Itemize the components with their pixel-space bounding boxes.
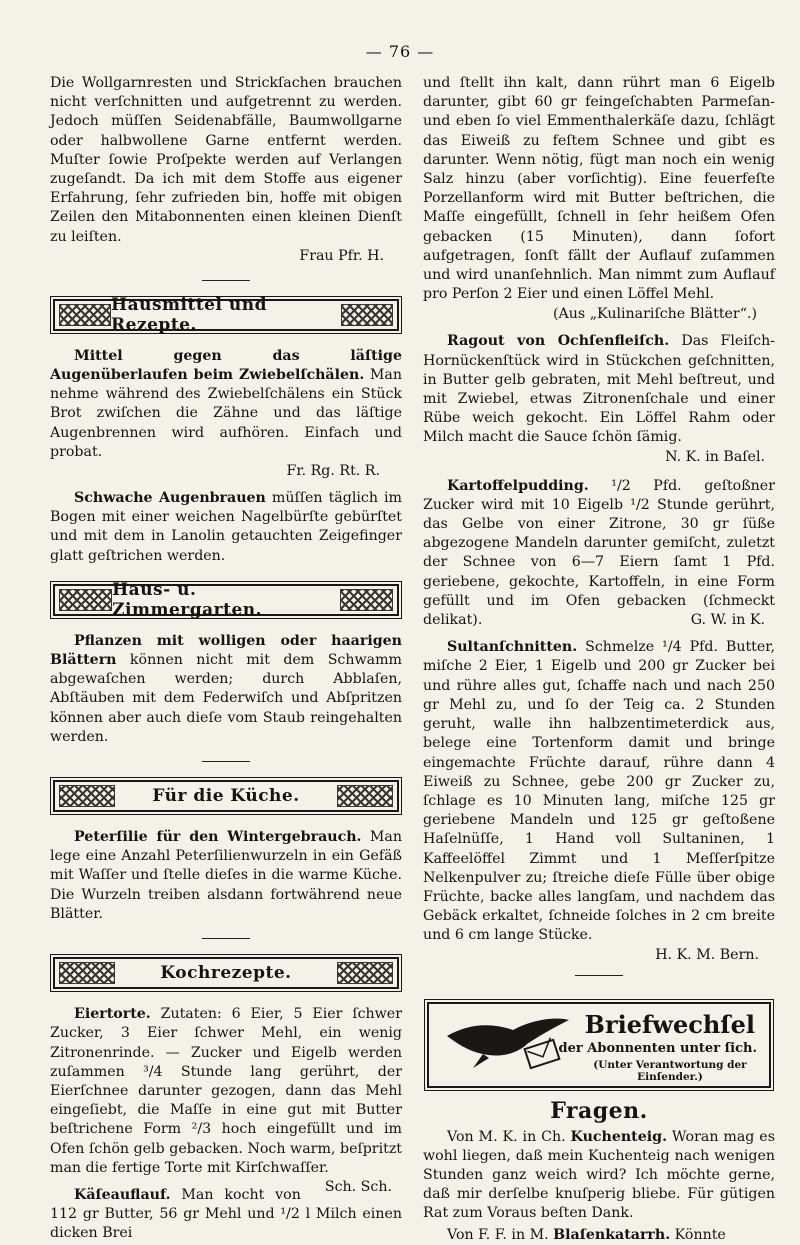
section-title: Für die Küche. — [152, 786, 300, 807]
article-title: Sultanſchnitten. — [447, 639, 578, 656]
section-heading-zimmergarten — [53, 579, 399, 620]
question-author: Von F. F. in M. — [447, 1226, 554, 1243]
section-heading-kueche — [53, 780, 399, 812]
article-ragout — [423, 332, 775, 447]
article-text: Man kocht von 112 gr Butter, 56 gr Mehl und ¹/2 l Milch einen dicken Brei — [50, 1186, 402, 1242]
section-title: Hausmittel und Rezepte. — [111, 294, 267, 335]
signature: Sch. Sch. — [324, 1178, 392, 1195]
article-text: Man lege eine Anzahl Peterſilienwurzeln in ein Gefäß mit Waſſer und ſtelle dieſes in die warme Küche. Die Wurzeln treiben alsdann fortwährend neue Blätter. — [50, 829, 402, 922]
article-text: Schmelze ¹/4 Pfd. Butter, miſche 2 Eier, 1 Eigelb und 200 gr Zucker bei und rühre alles gut, ſchaffe nach und nach 250 gr Mehl zu, und ſo der Teig ca. 2 Stunden geruht, walle ihn halbzentimeterdick aus, belege eine Tortenform damit und bringe eingemachte Früchte darauf, rühre dann 4 Eiweiß zu Schnee, gebe 200 gr Zucker zu, ſchlage es 10 Minuten lang, miſche 125 gr geriebene Mandeln und 125 gr geſtoßene Haſelnüſſe, 1 Hand voll Sultaninen, 1 Kaffeelöffel Zimmt und 1 Meſſerſpitze Nelkenpulver zu; ſtreiche dieſe Fülle über obige Früchte, backe alles langſam, und nachdem das Gebäck erkaltet, ſchneide ſolches in 2 cm breite und 6 cm lange Stücke. — [423, 639, 775, 944]
question-text: Könnte — [670, 1226, 726, 1243]
ornament-icon — [59, 304, 111, 326]
section-title: Kochrezepte. — [160, 963, 292, 984]
article-title: Pflanzen mit wolligen oder haarigen Blättern — [50, 632, 402, 669]
question-kuchenteig — [423, 1128, 775, 1224]
article-title: Kartoffelpudding. — [447, 477, 589, 494]
article-pflanzen — [50, 632, 402, 747]
article-title: Käſeauflauf. — [74, 1186, 171, 1203]
ornament-icon — [340, 589, 393, 611]
article-kaeſeauflauf-continued: und ſtellt ihn kalt, dann rührt man 6 Eigelb darunter, gibt 60 gr feingeſchabten Parmeſan- und eben ſo viel Emmenthalerkäſe dazu, ſchlägt das Eiweiß zu feſtem Schnee und gibt es darunter. Wenn nötig, fügt man noch ein wenig Salz hinzu (aber vorſichtig). Eine feuerfeſte Porzellanform wird mit Butter beſtrichen, die Maſſe eingefüllt, ſchnell in ſehr heißem Ofen gebacken (15 Minuten), dann ſofort aufgetragen, ſonſt fällt der Auflauf zuſammen und wird unanſehnlich. Man nimmt zum Auflauf pro Perſon 2 Eier und einen Löffel Mehl. — [423, 75, 775, 303]
banner-note: (Unter Verantwortung der Einſender.) — [593, 1058, 747, 1083]
section-title: Haus- u. Zimmergarten. — [112, 579, 263, 620]
divider — [575, 975, 623, 976]
article-text: Das Fleiſch-Hornückenſtück wird in Stückchen geſchnitten, in Butter gelb gebraten, mit Mehl beſtreut, und mit Zwiebel, etwas Zitronenſchale und einer Rübe weich gekocht. Ein Löffel Rahm oder Milch macht die Sauce ſchön ſämig. — [423, 333, 775, 446]
divider — [202, 280, 250, 281]
ornament-icon — [337, 962, 393, 984]
question-author: Von M. K. in Ch. — [447, 1128, 571, 1145]
bird-with-letter-icon — [443, 1014, 573, 1076]
article-sultanſchnitten — [423, 638, 775, 945]
signature: G. W. in K. — [690, 612, 765, 629]
ornament-icon — [59, 785, 115, 807]
ornament-icon — [341, 304, 393, 326]
page-number: — 76 — — [365, 42, 435, 61]
question-text: Woran mag es wohl liegen, daß mein Kuchenteig nach wenigen Stunden ganz weich wird? Ich möchte gerne, daß mir derſelbe knuſperig bliebe. Für gütigen Rat zum Voraus beſten Dank. — [423, 1128, 775, 1222]
section-heading-kochrezepte — [53, 957, 399, 989]
briefwechsel-banner — [427, 1002, 771, 1088]
article-text: können nicht mit dem Schwamm abgewaſchen werden; durch Abblaſen, Abſtäuben mit dem Federwiſch und Abſpritzen können aber auch dieſe vom Staub reingehalten werden. — [50, 652, 402, 745]
signature: Fr. Rg. Rt. R. — [286, 463, 380, 480]
signature: H. K. M. Bern. — [655, 946, 759, 963]
article-text: ¹/2 Pfd. geſtoßner Zucker wird mit 10 Eigelb ¹/2 Stunde gerührt, das Gelbe von einer Zitrone, 30 gr ſüße abgezogene Mandeln darunter gemiſcht, zuletzt der Schnee von 6—7 Eiern ſamt 1 Pfd. geriebene, gekochte, Kartoffeln, in eine Form gefüllt und im Ofen gebacken (ſchmeckt delikat). — [423, 477, 775, 629]
signature: Frau Pfr. H. — [299, 247, 384, 264]
divider — [202, 761, 250, 762]
question-title: Kuchenteig. — [570, 1128, 668, 1145]
question-title: Blaſenkatarrh. — [553, 1226, 671, 1243]
article-text: Man nehme während des Zwiebelſchälens ein Stück Brot zwiſchen die Zähne und das läſtige Augenbrennen wird aufhören. Einfach und probat. — [50, 367, 402, 460]
source-note: (Aus „Kulinariſche Blätter“.) — [552, 306, 757, 323]
section-heading-hausmittel — [53, 294, 399, 335]
article-text: Zutaten: 6 Eier, 5 Eier ſchwer Zucker, 3 Eier ſchwer Mehl, ein wenig Zitronenrinde. — Zucker und Eigelb werden zuſammen ³/4 Stunde lang gerührt, der Eierſchnee darunter gezogen, dann das Mehl eingeſiebt, die Maſſe in eine gut mit Butter beſtrichene Form ²/3 hoch eingefüllt und im Ofen ſchön gelb gebacken. Noch warm, beſpritzt man die fertige Torte mit Kirſchwaſſer. — [50, 1006, 402, 1176]
question-blasenkatarrh — [423, 1226, 775, 1245]
article-text: müſſen täglich im Bogen mit einer weichen Nagelbürſte gebürſtet und mit dem in Lanolin getauchten Zeigefinger glatt geſtrichen werden. — [50, 490, 403, 564]
ornament-icon — [337, 785, 393, 807]
article-peterſilie — [50, 828, 402, 924]
intro-paragraph: Die Wollgarnresten und Strickſachen brauchen nicht verſchnitten und aufgetrennt zu werden. Jedoch müſſen Seidenabfälle, Baumwollgarne oder halbwollene Garne entfernt werden. Muſter ſowie Proſpekte werden auf Verlangen zugeſandt. Da ich mit dem Stoffe aus eigener Erfahrung, ſehr zufrieden bin, hoffe mit obigen Zeilen den Mitabonnenten einen kleinen Dienſt zu leiſten. — [50, 75, 402, 245]
ornament-icon — [59, 962, 115, 984]
banner-subtitle: der Abonnenten unter ſich. — [558, 1040, 757, 1056]
article-title: Peterſilie für den Wintergebrauch. — [74, 829, 362, 846]
article-augen — [50, 347, 402, 462]
article-kartoffelpudding — [423, 477, 775, 631]
ornament-icon — [59, 589, 112, 611]
left-column — [50, 74, 402, 1244]
right-column — [423, 74, 775, 1245]
divider — [202, 938, 250, 939]
article-augenbrauen — [50, 489, 402, 566]
article-title: Ragout von Ochſenfleiſch. — [447, 333, 670, 350]
article-title: Schwache Augenbrauen — [74, 490, 266, 507]
signature: N. K. in Baſel. — [665, 448, 765, 465]
banner-title: Briefwechſel — [584, 1009, 755, 1039]
article-title: Mittel gegen das läſtige Augenüberlaufen beim Zwiebelſchälen. — [50, 347, 402, 384]
article-title: Eiertorte. — [74, 1006, 151, 1023]
questions-heading: Fragen. — [550, 1097, 648, 1124]
